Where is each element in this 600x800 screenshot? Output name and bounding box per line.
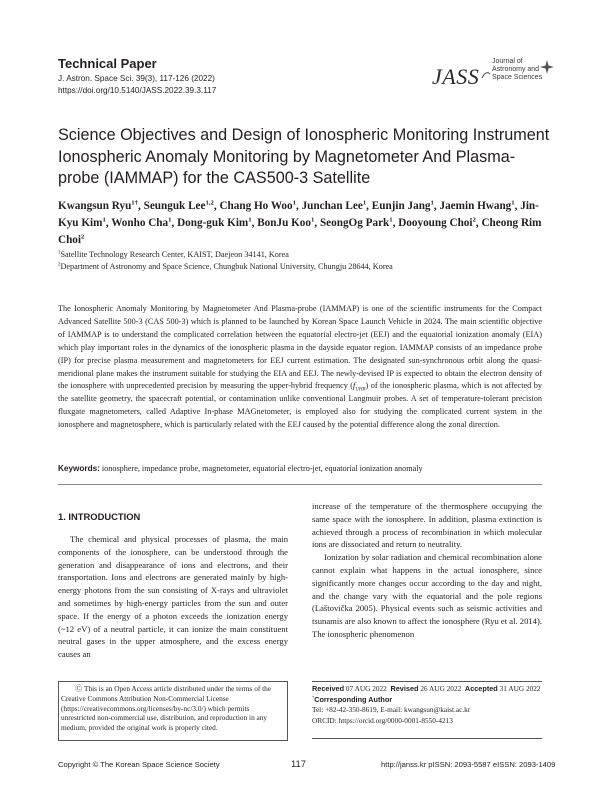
author-name: Cheong Rim Choi: [58, 217, 542, 246]
author-affiliation-mark: 2: [81, 233, 85, 241]
author-name: Jin-Kyu Kim: [58, 200, 539, 229]
author-name: Dooyoung Choi: [398, 217, 473, 229]
keywords-label: Keywords:: [58, 464, 100, 473]
body-column-left: [58, 533, 288, 661]
revised-date: 26 AUG 2022: [420, 684, 462, 693]
author-affiliation-mark: 1: [102, 216, 106, 224]
logo-subtitle-line: Astronomy and: [492, 66, 540, 73]
logo-star-icon: [540, 60, 554, 74]
paragraph: Ionization by solar radiation and chemical recombination alone cannot explain what happens in the actual ionosphere, since significantly more changes occur according to the day and night, and the change vary with the equatorial and the pole regions (Laštovička 2005). Physical events such as seismic activities and tsunamis are also known to affect the ionosphere (Ryu et al. 2014). The ionospheric phenomenon: [312, 552, 542, 639]
paragraph: The chemical and physical processes of plasma, the main components of the ionosphere, can be understood through the generation and disappearance of ions and electrons, and their transportation. Ions and electrons are generated mainly by high-energy photons from the sun consisting of X-rays and ultraviolet and sometimes by high-energy particles from the sun and outer space. If the energy of a photon exceeds the ionization energy (~12 eV) of a neutral particle, it can ionize the main constituent neutral gases in the upper atmosphere, and the excess energy causes an: [58, 534, 288, 660]
author-name: Eunjin Jang: [371, 200, 431, 212]
footer-issn: http://janss.kr pISSN: 2093-5587 eISSN: 2093-1409: [381, 760, 556, 769]
received-date: 07 AUG 2022: [345, 684, 387, 693]
author-affiliation-mark: 1: [168, 216, 172, 224]
divider: [58, 484, 542, 485]
frequency-letter: f: [353, 381, 356, 391]
author-affiliation-mark: 1†: [131, 199, 139, 207]
author-name: Seunguk Lee: [143, 200, 206, 212]
logo-subtitle-line: Space Sciences: [492, 74, 543, 81]
accepted-date: 31 AUG 2022: [499, 684, 541, 693]
title-line: Ionospheric Anomaly Monitoring by Magnetometer And Plasma-: [58, 147, 516, 166]
article-info: [312, 681, 542, 739]
author-name: SeongOg Park: [319, 217, 390, 229]
affiliation-number: 2: [58, 262, 61, 268]
corresponding-author: [312, 695, 542, 706]
corresponding-label: Corresponding Author: [314, 694, 393, 704]
logo-text: JASS: [432, 64, 480, 89]
section-heading: 1. INTRODUCTION: [58, 511, 141, 522]
abstract: [58, 303, 542, 432]
journal-logo: [432, 54, 552, 96]
author-affiliation-mark: 2: [472, 216, 476, 224]
title-line: Science Objectives and Design of Ionospheric Monitoring Instrument: [58, 126, 550, 144]
open-access-text: [61, 684, 285, 733]
author-name: Junchan Lee: [301, 200, 363, 212]
author-list: Kwangsun Ryu$^{1\dagger}$, Seunguk Lee$^{1,2}$, Chang Ho Woo$^1$, Junchan Lee$^1$, Eunjin Jang$^1$, Jaemin Hwang$^1$, Jin-Kyu Kim$^1$, Wonho Cha$^1$, Dong-guk Kim$^1$, BonJu Koo$^1$, SeongOg Park$^1$, Dooyoung Choi$^2$, Cheong Rim Choi$^2$: [58, 199, 542, 246]
author-affiliation-mark: 1: [292, 199, 296, 207]
author-name: Jaemin Hwang: [439, 200, 512, 212]
author-name: Dong-guk Kim: [177, 217, 249, 229]
keywords: [58, 464, 542, 473]
author-name: Wonho Cha: [111, 217, 169, 229]
logo-swirl-icon: [480, 68, 492, 80]
orcid-link[interactable]: ORCID: https://orcid.org/0000-0001-8550-4213: [312, 715, 453, 725]
affiliation-text: Department of Astronomy and Space Science, Chungbuk National University, Chungju 28644, Korea: [60, 262, 393, 271]
revised-label: Revised: [390, 684, 419, 693]
keywords-text: ionosphere, impedance probe, magnetometer, equatorial electro-jet, equatorial ionization anomaly: [101, 464, 423, 473]
author-affiliation-mark: 1: [511, 199, 515, 207]
dagger-mark: †: [312, 694, 315, 700]
article-type-label: Technical Paper: [58, 56, 157, 71]
frequency-symbol: [353, 381, 366, 394]
contact-info: Tel: +82-42-350-8619, E-mail: kwangsun@kaist.ac.kr: [312, 705, 471, 715]
body-column-right: [312, 500, 542, 641]
author-affiliation-mark: 1: [362, 199, 367, 207]
author-affiliation-mark: 1: [430, 199, 434, 207]
footer-copyright: Copyright © The Korean Space Science Society: [58, 760, 220, 769]
abstract-text: ) of the ionospheric plasma, which is not affected by the satellite geometry, the spacecraft potential, or contamination unlike conventional Langmuir probes. A set of temperature-tolerant precision fluxgate magnetometers, called Adaptive In-phase MAGnetometer, is employed also for studying the complicated current system in the ionosphere and magnetosphere, which is particularly related with the EEJ caused by the potential difference along the zonal direction.: [58, 381, 542, 430]
creative-commons-icon: Ⓒ: [75, 684, 83, 693]
affiliation-1: [58, 250, 289, 259]
journal-reference: J. Astron. Space Sci. 39(3), 117-126 (2022): [58, 74, 215, 83]
affiliation-text: Satellite Technology Research Center, KAIST, Daejeon 34141, Korea: [60, 250, 289, 259]
affiliation-number: 1: [58, 250, 61, 256]
logo-subtitle-line: Journal of: [492, 58, 523, 65]
affiliation-2: [58, 262, 393, 271]
doi-link[interactable]: https://doi.org/10.5140/JASS.2022.39.3.117: [58, 86, 217, 95]
author-affiliation-mark: 1: [311, 216, 315, 224]
article-dates: [312, 684, 542, 695]
logo-subtitle: [492, 58, 542, 82]
title-line: probe (IAMMAP) for the CAS500-3 Satellite: [58, 169, 371, 187]
author-affiliation-mark: 1,2: [205, 199, 214, 207]
author-affiliation-mark: 1: [248, 216, 252, 224]
received-label: Received: [312, 684, 345, 693]
author-affiliation-mark: 1: [389, 216, 393, 224]
frequency-subscript: UHR: [355, 388, 366, 394]
author-name: Kwangsun Ryu: [58, 200, 132, 212]
accepted-label: Accepted: [464, 684, 498, 693]
open-access-notice: [58, 681, 288, 741]
page-number: 117: [291, 758, 306, 769]
author-name: Chang Ho Woo: [219, 200, 293, 212]
license-text: This is an Open Access article distributed under the terms of the Creative Commons Attribution Non-Commercial License (https://creativecommons.org/licenses/by-nc/3.0/) which permits unrestricted non-commercial use, distribution, and reproduction in any medium, provided the original work is properly cited.: [61, 684, 272, 733]
paper-title: [58, 125, 558, 190]
author-name: BonJu Koo: [257, 217, 311, 229]
abstract-text: The Ionospheric Anomaly Monitoring by Magnetometer And Plasma-probe (IAMMAP) is one of the scientific instruments for the Compact Advanced Satellite 500-3 (CAS 500-3) which is planned to be launched by Korean Space Launch Vehicle in 2024. The main scientific objective of IAMMAP is to understand the complicated correlation between the equatorial electro-jet (EEJ) and the equatorial ionization anomaly (EIA) which play important roles in the dynamics of the ionospheric plasma in the dayside equator region. IAMMAP consists of an impedance probe (IP) for precise plasma measurement and magnetometers for EEJ current estimation. The designated sun-synchronous orbit along the quasi-meridional plane makes the instrument suitable for studying the EIA and EEJ. The newly-devised IP is expected to obtain the electron density of the ionosphere with unprecedented precision by measuring the upper-hybrid frequency (: [58, 304, 542, 391]
paragraph: increase of the temperature of the thermosphere occupying the same space with the ionosphere. In addition, plasma extinction is achieved through a process of recombination in which molecular ions are dissociated and return to neutrality.: [312, 501, 542, 550]
